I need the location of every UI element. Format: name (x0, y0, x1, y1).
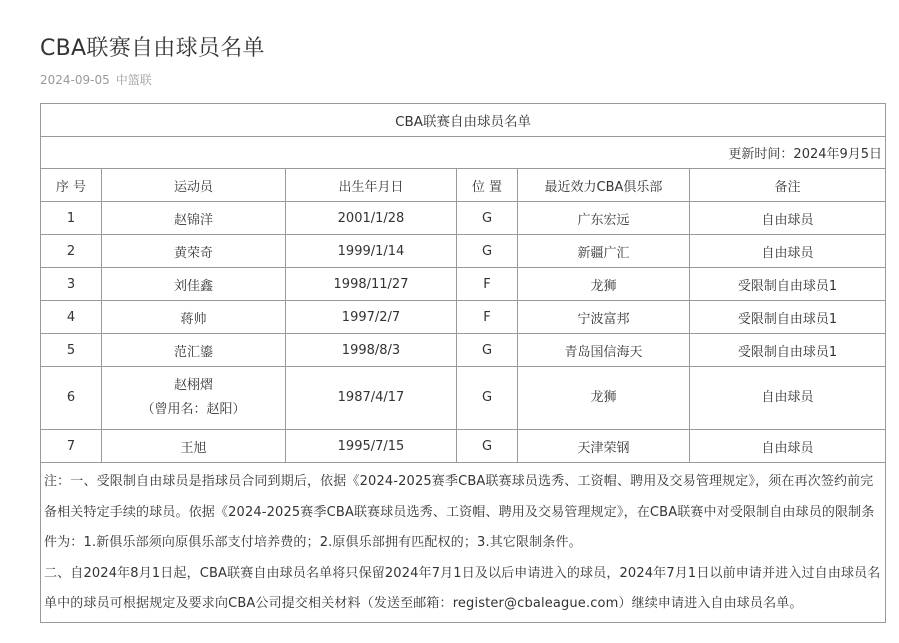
cell-position: F (457, 301, 518, 334)
cell-club: 青岛国信海天 (518, 334, 690, 367)
cell-position: F (457, 268, 518, 301)
cell-club: 天津荣钢 (518, 430, 690, 463)
cell-club: 新疆广汇 (518, 235, 690, 268)
header-number: 序 号 (41, 169, 102, 202)
cell-birthdate: 1998/11/27 (286, 268, 457, 301)
update-time: 更新时间：2024年9月5日 (41, 137, 886, 169)
cell-number: 1 (41, 202, 102, 235)
table-row (41, 301, 886, 334)
cell-player: 黄荣奇 (102, 235, 286, 268)
cell-position: G (457, 235, 518, 268)
publish-date: 2024-09-05 (40, 73, 110, 87)
cell-player: 范汇鎏 (102, 334, 286, 367)
header-player: 运动员 (102, 169, 286, 202)
cell-player (102, 367, 286, 430)
table-row (41, 367, 886, 430)
table-row (41, 235, 886, 268)
table-header-row (41, 169, 886, 202)
player-former-name: （曾用名：赵阳） (141, 402, 246, 417)
cell-number: 2 (41, 235, 102, 268)
header-birthdate: 出生年月日 (286, 169, 457, 202)
cell-club: 广东宏远 (518, 202, 690, 235)
cell-club: 宁波富邦 (518, 301, 690, 334)
cell-remarks: 受限制自由球员1 (690, 334, 886, 367)
cell-player: 赵锦洋 (102, 202, 286, 235)
table-row (41, 430, 886, 463)
cell-remarks: 受限制自由球员1 (690, 268, 886, 301)
cell-position: G (457, 430, 518, 463)
article-meta (40, 71, 152, 88)
cell-remarks: 自由球员 (690, 202, 886, 235)
cell-number: 7 (41, 430, 102, 463)
cell-number: 5 (41, 334, 102, 367)
cell-player: 王旭 (102, 430, 286, 463)
table-title: CBA联赛自由球员名单 (41, 104, 886, 137)
cell-remarks: 自由球员 (690, 430, 886, 463)
cell-position: G (457, 367, 518, 430)
table-row (41, 202, 886, 235)
note-restricted-definition: 注：一、受限制自由球员是指球员合同到期后，依据《2024-2025赛季CBA联赛球员选秀、工资帽、聘用及交易管理规定》，须在再次签约前完备相关特定手续的球员。依据《2024-2025赛季CBA联赛球员选秀、工资帽、聘用及交易管理规定》，在CBA联赛中对受限制自由球员的限制条件为：1.新俱乐部须向原俱乐部支付培养费的；2.原俱乐部拥有匹配权的；3.其它限制条件。 (44, 474, 875, 550)
cell-remarks: 自由球员 (690, 235, 886, 268)
header-last-club: 最近效力CBA俱乐部 (518, 169, 690, 202)
free-agent-table (40, 103, 886, 623)
cell-remarks: 受限制自由球员1 (690, 301, 886, 334)
cell-number: 4 (41, 301, 102, 334)
cell-position: G (457, 202, 518, 235)
cell-club: 龙狮 (518, 268, 690, 301)
table-row (41, 334, 886, 367)
cell-birthdate: 1998/8/3 (286, 334, 457, 367)
cell-player: 蒋帅 (102, 301, 286, 334)
table-notes (41, 463, 886, 623)
table-row (41, 268, 886, 301)
cell-remarks: 自由球员 (690, 367, 886, 430)
cell-birthdate: 1999/1/14 (286, 235, 457, 268)
source-label: 中篮联 (115, 73, 152, 87)
cell-number: 6 (41, 367, 102, 430)
cell-position: G (457, 334, 518, 367)
cell-player: 刘佳鑫 (102, 268, 286, 301)
player-name: 赵栩熠 (173, 378, 213, 393)
note-eligibility-window: 二、自2024年8月1日起，CBA联赛自由球员名单将只保留2024年7月1日及以后申请进入的球员，2024年7月1日以前申请并进入过自由球员名单中的球员可根据规定及要求向CBA公司提交相关材料（发送至邮箱：register@cbaleague.com）继续申请进入自由球员名单。 (44, 565, 881, 611)
header-remarks: 备注 (690, 169, 886, 202)
cell-birthdate: 1997/2/7 (286, 301, 457, 334)
cell-club: 龙狮 (518, 367, 690, 430)
cell-number: 3 (41, 268, 102, 301)
header-position: 位 置 (457, 169, 518, 202)
cell-birthdate: 1987/4/17 (286, 367, 457, 430)
page-title: CBA联赛自由球员名单 (40, 36, 265, 61)
cell-birthdate: 2001/1/28 (286, 202, 457, 235)
cell-birthdate: 1995/7/15 (286, 430, 457, 463)
